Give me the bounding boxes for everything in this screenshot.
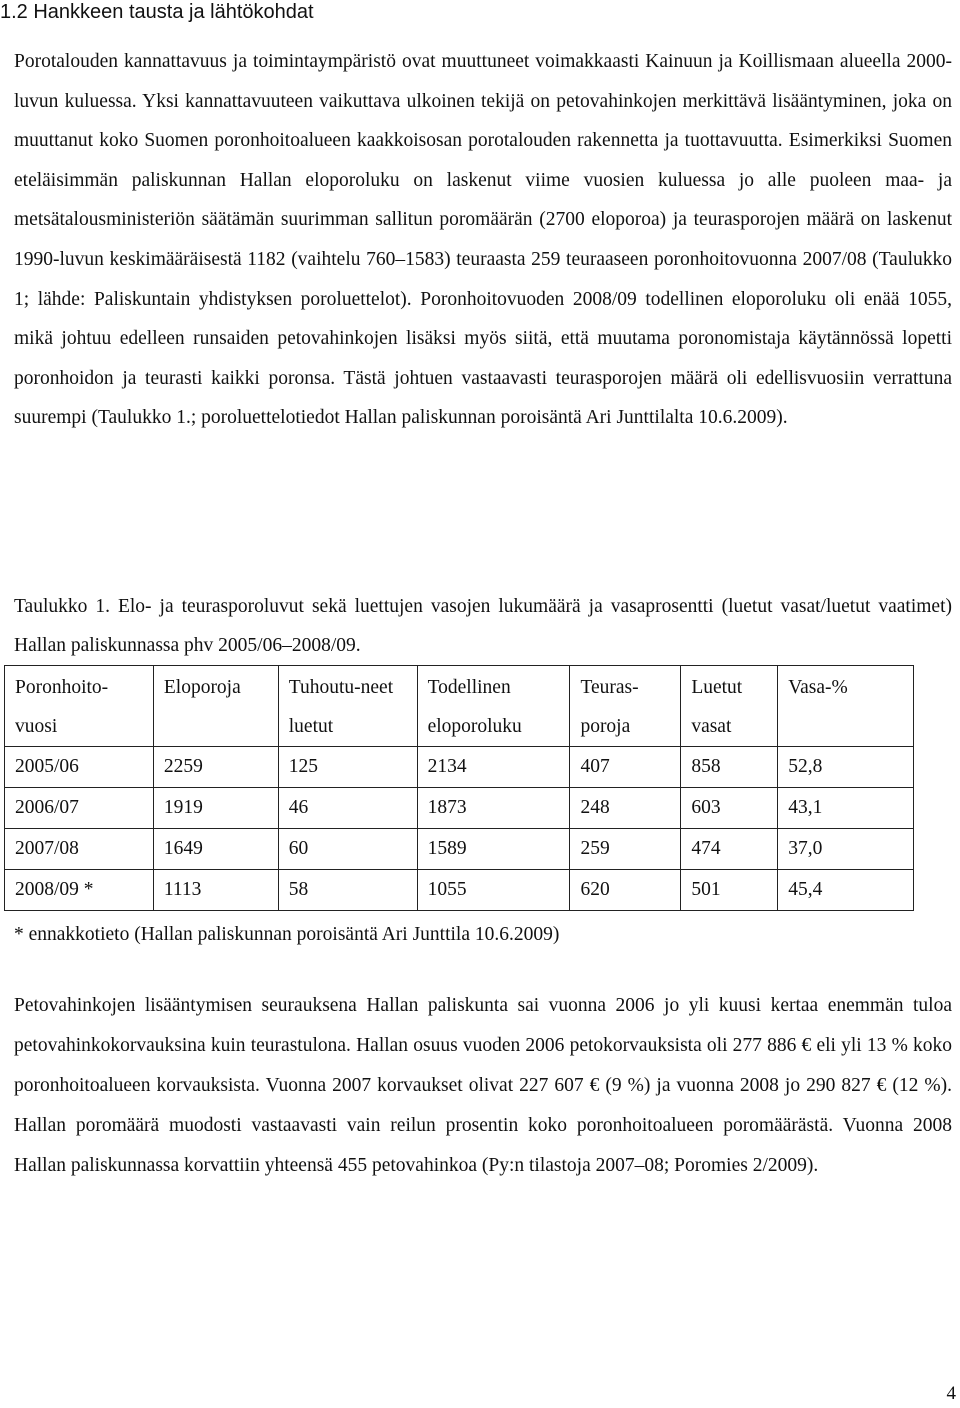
table-cell: 1649 bbox=[153, 829, 278, 870]
table-cell: 60 bbox=[278, 829, 417, 870]
table-cell: 37,0 bbox=[778, 829, 914, 870]
table-cell: 2007/08 bbox=[5, 829, 154, 870]
table-cell: 2005/06 bbox=[5, 747, 154, 788]
table-caption: Taulukko 1. Elo- ja teurasporoluvut sekä luettujen vasojen lukumäärä ja vasaprosentti (luetut vasat/luetut vaatimet) Hallan paliskunnassa phv 2005/06–2008/09. bbox=[14, 596, 952, 656]
table-cell: 2134 bbox=[417, 747, 570, 788]
table-cell: 1589 bbox=[417, 829, 570, 870]
table-header-cell: Tuhoutu-neet luetut bbox=[278, 666, 417, 747]
table-cell: 603 bbox=[681, 788, 778, 829]
table-cell: 1873 bbox=[417, 788, 570, 829]
page-number: 4 bbox=[946, 1383, 956, 1404]
table-cell: 52,8 bbox=[778, 747, 914, 788]
table-cell: 58 bbox=[278, 870, 417, 911]
table-header-cell: Vasa-% bbox=[778, 666, 914, 747]
table-cell: 248 bbox=[570, 788, 681, 829]
table-cell: 45,4 bbox=[778, 870, 914, 911]
table-cell: 620 bbox=[570, 870, 681, 911]
table-cell: 125 bbox=[278, 747, 417, 788]
table-row bbox=[5, 788, 914, 829]
table-cell: 1113 bbox=[153, 870, 278, 911]
table-row bbox=[5, 870, 914, 911]
table-header-cell: Todellinen eloporoluku bbox=[417, 666, 570, 747]
table-footnote: * ennakkotieto (Hallan paliskunnan poroisäntä Ari Junttila 10.6.2009) bbox=[14, 924, 560, 945]
table-cell: 2006/07 bbox=[5, 788, 154, 829]
data-table bbox=[4, 665, 914, 911]
table-cell: 2259 bbox=[153, 747, 278, 788]
table-header-cell: Teuras-poroja bbox=[570, 666, 681, 747]
table-cell: 474 bbox=[681, 829, 778, 870]
table-row bbox=[5, 829, 914, 870]
table-cell: 407 bbox=[570, 747, 681, 788]
table-cell: 858 bbox=[681, 747, 778, 788]
table-cell: 43,1 bbox=[778, 788, 914, 829]
table-row bbox=[5, 747, 914, 788]
table-cell: 1055 bbox=[417, 870, 570, 911]
table-cell: 1919 bbox=[153, 788, 278, 829]
table-header-cell: Luetut vasat bbox=[681, 666, 778, 747]
body-paragraph-1: Porotalouden kannattavuus ja toimintaympäristö ovat muuttuneet voimakkaasti Kainuun ja Koillismaan alueella 2000-luvun kuluessa. Yksi kannattavuuteen vaikuttava ulkoinen tekijä on petovahinkojen merkittävä lisääntyminen, joka on muuttanut koko Suomen poronhoitoalueen kaakkoisosan porotalouden rakennetta ja tuottavuutta. Esimerkiksi Suomen eteläisimmän paliskunnan Hallan eloporoluku on laskenut viime vuosien kuluessa jo alle puoleen maa- ja metsätalousministeriön säätämän suurimman sallitun poromäärän (2700 eloporoa) ja teurasporojen määrä on laskenut 1990-luvun keskimääräisestä 1182 (vaihtelu 760–1583) teuraasta 259 teuraaseen poronhoitovuonna 2007/08 (Taulukko 1; lähde: Paliskuntain yhdistyksen poroluettelot). Poronhoitovuoden 2008/09 todellinen eloporoluku oli enää 1055, mikä johtuu edelleen runsaiden petovahinkojen lisäksi myös siitä, että muutama poronomistaja käytännössä lopetti poronhoidon ja teurasti kaikki poronsa. Tästä johtuen vastaavasti teurasporojen määrä oli edellisvuosiin verrattuna suurempi (Taulukko 1.; poroluettelotiedot Hallan paliskunnan poroisäntä Ari Junttilalta 10.6.2009). bbox=[14, 51, 952, 429]
table-cell: 501 bbox=[681, 870, 778, 911]
table-header-row bbox=[5, 666, 914, 747]
table-cell: 2008/09 * bbox=[5, 870, 154, 911]
table-cell: 46 bbox=[278, 788, 417, 829]
table-cell: 259 bbox=[570, 829, 681, 870]
section-heading: 1.2 Hankkeen tausta ja lähtökohdat bbox=[0, 1, 314, 23]
body-paragraph-2: Petovahinkojen lisääntymisen seurauksena Hallan paliskunta sai vuonna 2006 jo yli kuusi kertaa enemmän tuloa petovahinkokorvauksina kuin teurastulona. Hallan osuus vuoden 2006 petokorvauksista oli 277 886 € eli yli 13 % koko poronhoitoalueen korvauksista. Vuonna 2007 korvaukset olivat 227 607 € (9 %) ja vuonna 2008 jo 290 827 € (12 %). Hallan poromäärä muodosti vastaavasti vain reilun prosentin koko poronhoitoalueen poromäärästä. Vuonna 2008 Hallan paliskunnassa korvattiin yhteensä 455 petovahinkoa (Py:n tilastoja 2007–08; Poromies 2/2009). bbox=[14, 995, 952, 1176]
table-header-cell: Eloporoja bbox=[153, 666, 278, 747]
table-header-cell: Poronhoito-vuosi bbox=[5, 666, 154, 747]
